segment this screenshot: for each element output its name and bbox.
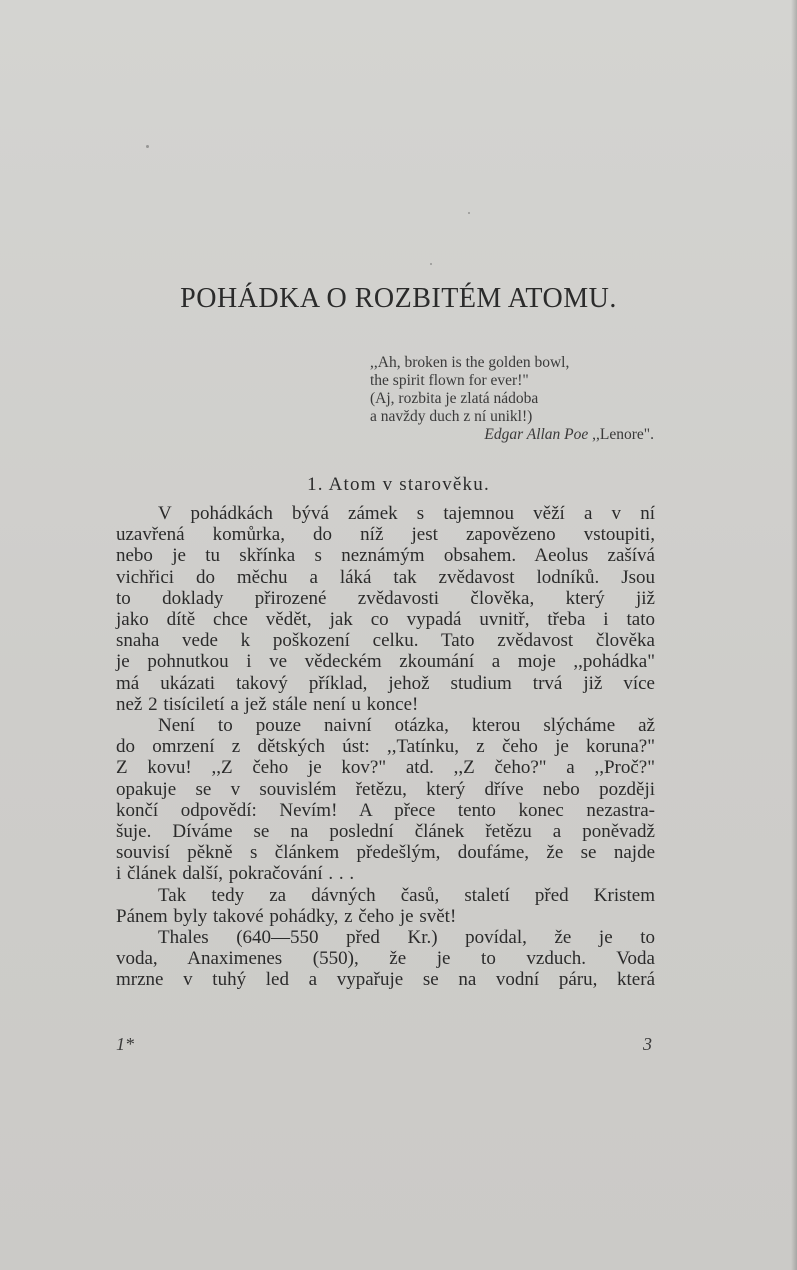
text-line: mrzne v tuhý led a vypařuje se na vodní páru, která [116, 969, 655, 991]
epigraph [370, 354, 670, 444]
chapter-title: POHÁDKA O ROZBITÉM ATOMU. [180, 283, 617, 314]
text-line: má ukázati takový příklad, jehož studium trvá již více [116, 672, 655, 694]
text-line: to doklady přirozené zvědavosti člověka, který již [116, 587, 655, 609]
text-line: jako dítě chce vědět, jak co vypadá uvnitř, třeba i tato [116, 609, 655, 631]
epigraph-line: ,,Ah, broken is the golden bowl, [370, 354, 570, 371]
text-line: končí odpovědí: Nevím! A přece tento konec nezastra- [116, 799, 655, 821]
body-text [116, 503, 655, 991]
epigraph-line: the spirit flown for ever!" [370, 372, 529, 389]
printer-signature-mark: 1* [116, 1034, 134, 1054]
text-line: do omrzení z dětských úst: ,,Tatínku, z čeho je koruna?" [116, 736, 655, 758]
text-line: šuje. Díváme se na poslední článek řetězu a poněvadž [116, 821, 655, 843]
paragraph [116, 715, 655, 885]
text-line: voda, Anaximenes (550), že je to vzduch. Voda [116, 948, 655, 970]
paragraph [116, 927, 655, 991]
text-line: než 2 tisíciletí a jež stále není u konce! [116, 693, 419, 715]
text-line: snaha vede k poškození celku. Tato zvědavost člověka [116, 630, 655, 652]
paper-speck [146, 145, 149, 148]
text-line: Z kovu! ,,Z čeho je kov?" atd. ,,Z čeho?" a ,,Proč?" [116, 757, 655, 779]
paper-speck [430, 263, 432, 265]
paragraph [116, 503, 655, 715]
text-line: V pohádkách bývá zámek s tajemnou věží a v ní [158, 503, 655, 524]
text-line: Není to pouze naivní otázka, kterou slýcháme až [158, 715, 655, 737]
epigraph-attribution [370, 426, 670, 444]
section-heading: 1. Atom v starověku. [307, 474, 490, 495]
paper-speck [468, 212, 470, 214]
epigraph-author: Edgar Allan Poe [484, 426, 589, 443]
text-line: Pánem byly takové pohádky, z čeho je svět! [116, 905, 457, 927]
text-line: vichřici do měchu a láká tak zvědavost lodníků. Jsou [116, 566, 655, 588]
text-line: uzavřená komůrka, do níž jest zapovězeno vstoupiti, [116, 524, 655, 546]
text-line: i článek další, pokračování . . . [116, 863, 355, 885]
text-line: nebo je tu skřínka s neznámým obsahem. Aeolus zašívá [116, 545, 655, 567]
epigraph-work: ,,Lenore". [588, 426, 654, 443]
text-line: je pohnutkou i ve vědeckém zkoumání a moje ,,pohádka" [116, 651, 655, 673]
paragraph [116, 885, 655, 927]
text-line: Thales (640—550 před Kr.) povídal, že je to [158, 927, 655, 949]
page-number: 3 [643, 1034, 652, 1054]
text-line: opakuje se v souvislém řetězu, který dříve nebo později [116, 778, 655, 800]
epigraph-line: (Aj, rozbita je zlatá nádoba [370, 390, 539, 407]
text-line: souvisí pěkně s článkem předešlým, doufáme, že se najde [116, 842, 655, 864]
text-line: Tak tedy za dávných časů, staletí před Kristem [158, 884, 655, 906]
epigraph-line: a navždy duch z ní unikl!) [370, 408, 533, 425]
page-edge-shadow [791, 0, 797, 1270]
